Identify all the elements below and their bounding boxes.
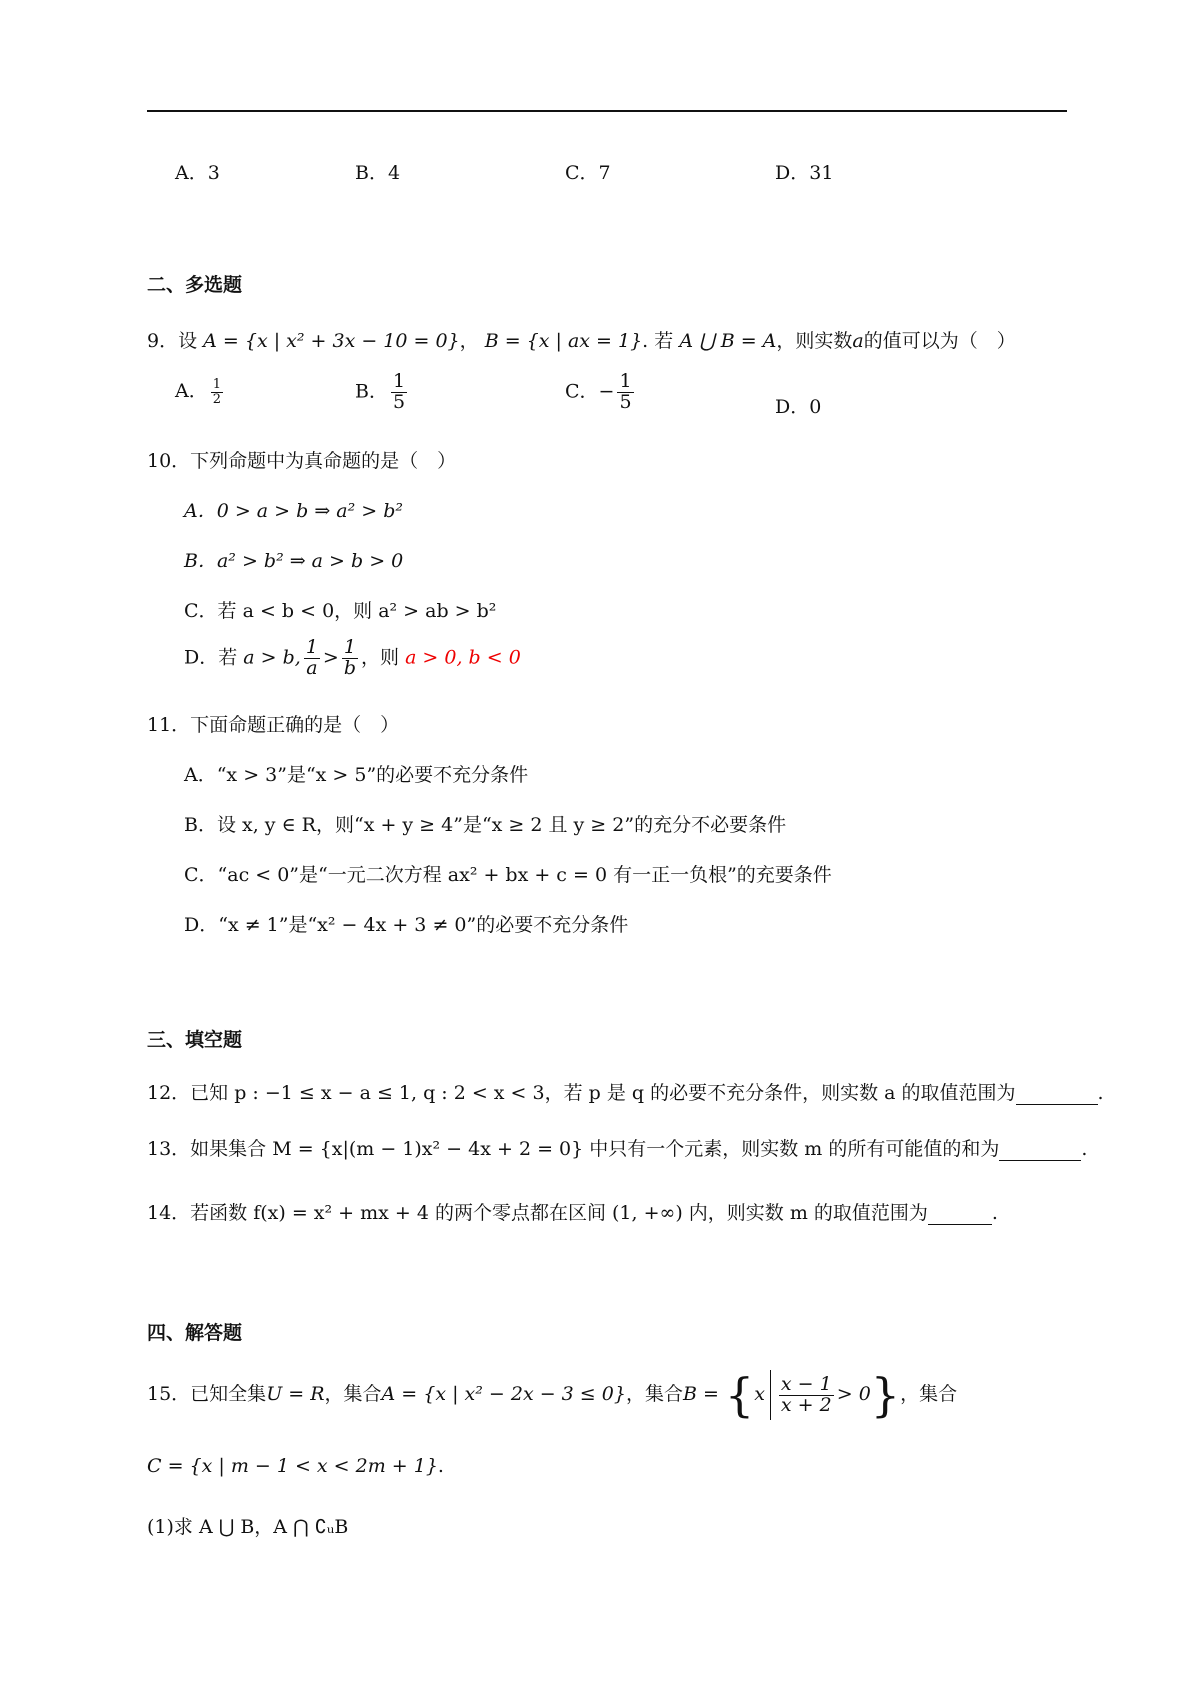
q10-option-c: C．若 a < b < 0，则 a² > ab > b² bbox=[184, 600, 497, 622]
question-14 bbox=[147, 1198, 1077, 1225]
q9-option-a-fraction bbox=[211, 378, 223, 406]
q15-set-b-den: x + 2 bbox=[780, 1393, 832, 1416]
q9-option-a-num: 1 bbox=[212, 376, 222, 392]
q10-d-frac-2 bbox=[342, 638, 358, 679]
q15-set-c: C = {x | m − 1 < x < 2m + 1} bbox=[147, 1455, 438, 1477]
q11-option-d: D．“x ≠ 1”是“x² − 4x + 3 ≠ 0”的必要不充分条件 bbox=[184, 914, 629, 936]
q10-d-prefix: D．若 bbox=[184, 646, 238, 669]
q9-option-d: D．0 bbox=[775, 396, 822, 418]
q10-d-then: ，则 bbox=[361, 646, 400, 669]
q10-d-frac-1 bbox=[304, 638, 320, 679]
q15-universal-set: U = R bbox=[266, 1383, 325, 1405]
q9-option-c bbox=[565, 372, 637, 413]
q10-option-a: A．0 > a > b ⇒ a² > b² bbox=[184, 500, 404, 522]
q11-option-b: B．设 x, y ∈ R，则“x + y ≥ 4”是“x ≥ 2 且 y ≥ 2”的充分不必要条件 bbox=[184, 814, 787, 836]
q15-set-b-lhs: B = bbox=[682, 1383, 719, 1405]
question-11-stem: 11．下面命题正确的是（ ） bbox=[147, 714, 400, 736]
q13-answer-blank[interactable] bbox=[999, 1142, 1081, 1161]
q10-d-den-2: b bbox=[343, 656, 356, 679]
q8-option-c: C．7 bbox=[565, 162, 611, 184]
q15-set-b-num: x − 1 bbox=[780, 1372, 832, 1395]
q9-option-a-den: 2 bbox=[212, 391, 222, 407]
q15-set-a: A = {x | x² − 2x − 3 ≤ 0} bbox=[381, 1383, 626, 1405]
q10-d-num-1: 1 bbox=[305, 636, 318, 658]
q10-d-highlight: a > 0, b < 0 bbox=[405, 646, 521, 669]
q9-option-a-label: A． bbox=[175, 380, 208, 402]
q9-set-b: B = {x | ax = 1} bbox=[484, 330, 643, 352]
section-heading-fill: 三、填空题 bbox=[147, 1029, 243, 1051]
q15-mid-2: ，集合 bbox=[625, 1383, 683, 1405]
q9-sep: ， bbox=[459, 330, 479, 352]
q15-set-b-rel: > 0 bbox=[836, 1383, 871, 1405]
q9-option-b bbox=[355, 372, 410, 413]
q8-option-a: A．3 bbox=[175, 162, 220, 184]
q15-prefix: 15．已知全集 bbox=[147, 1383, 267, 1405]
q15-set-b-fraction bbox=[779, 1372, 834, 1416]
q9-option-b-label: B． bbox=[355, 380, 388, 403]
question-15-line-2 bbox=[147, 1455, 1077, 1477]
q9-option-b-num: 1 bbox=[392, 370, 406, 392]
q9-option-b-den: 5 bbox=[392, 390, 406, 413]
section-heading-multi: 二、多选题 bbox=[147, 274, 243, 296]
question-9 bbox=[147, 326, 1077, 353]
q9-ask-prefix: ，则实数 bbox=[776, 330, 853, 352]
q9-option-c-den: 5 bbox=[619, 390, 632, 413]
q15-mid-1: ，集合 bbox=[324, 1383, 382, 1405]
q8-option-b: B．4 bbox=[355, 162, 401, 184]
q9-option-c-num: 1 bbox=[619, 370, 632, 392]
q14-text: 14．若函数 f(x) = x² + mx + 4 的两个零点都在区间 (1, +∞) 内，则实数 m 的取值范围为 bbox=[147, 1202, 928, 1224]
q15-set-b-x: x bbox=[754, 1383, 765, 1405]
q12-text: 12．已知 p : −1 ≤ x − a ≤ 1, q : 2 < x < 3，若 p 是 q 的必要不充分条件，则实数 a 的取值范围为 bbox=[147, 1082, 1016, 1104]
q14-end: . bbox=[991, 1202, 998, 1224]
q9-cond-prefix: . 若 bbox=[642, 330, 674, 352]
q15-left-brace: { bbox=[724, 1368, 755, 1422]
q13-text: 13．如果集合 M = {x|(m − 1)x² − 4x + 2 = 0} 中只有一个元素，则实数 m 的所有可能值的和为 bbox=[147, 1138, 1000, 1160]
q9-number: 9．设 bbox=[147, 330, 198, 352]
q9-cond: A ⋃ B = A bbox=[679, 330, 777, 352]
question-13 bbox=[147, 1134, 1088, 1161]
question-15-line-1 bbox=[147, 1370, 1077, 1420]
q9-option-c-fraction bbox=[617, 372, 633, 413]
question-10-stem: 10．下列命题中为真命题的是（ ） bbox=[147, 450, 457, 472]
q10-d-den-1: a bbox=[306, 656, 318, 679]
q10-d-math: a > b, bbox=[243, 646, 301, 669]
q15-part-1: (1)求 A ⋃ B，A ⋂ ∁ᵤB bbox=[147, 1516, 349, 1538]
q10-option-b: B．a² > b² ⇒ a > b > 0 bbox=[184, 550, 404, 572]
q15-c-end: . bbox=[437, 1455, 444, 1477]
section-heading-answer: 四、解答题 bbox=[147, 1322, 243, 1344]
question-12 bbox=[147, 1078, 1104, 1105]
q9-var: a bbox=[852, 330, 864, 352]
q10-option-d bbox=[184, 638, 521, 679]
q13-end: . bbox=[1081, 1138, 1088, 1160]
q15-right-brace: } bbox=[870, 1368, 901, 1422]
q14-answer-blank[interactable] bbox=[928, 1206, 992, 1225]
q12-answer-blank[interactable] bbox=[1016, 1086, 1098, 1105]
header-rule bbox=[147, 110, 1067, 112]
q9-option-b-fraction bbox=[391, 372, 407, 413]
q10-d-gt: > bbox=[322, 646, 339, 669]
q9-option-c-label: C． bbox=[565, 380, 599, 403]
q9-option-a bbox=[175, 376, 226, 406]
q15-set-b-bar bbox=[770, 1370, 771, 1420]
q9-option-c-sign: − bbox=[598, 380, 615, 403]
q9-set-a: A = {x | x² + 3x − 10 = 0} bbox=[203, 330, 460, 352]
q9-ask-suffix: 的值可以为（ ） bbox=[863, 330, 1016, 352]
q10-d-num-2: 1 bbox=[342, 638, 358, 659]
q8-option-d: D．31 bbox=[775, 162, 834, 184]
q12-end: . bbox=[1097, 1082, 1104, 1104]
q11-option-c: C．“ac < 0”是“一元二次方程 ax² + bx + c = 0 有一正一负根”的充要条件 bbox=[184, 864, 832, 886]
q15-mid-3: ，集合 bbox=[900, 1383, 958, 1405]
q11-option-a: A．“x > 3”是“x > 5”的必要不充分条件 bbox=[184, 764, 529, 786]
